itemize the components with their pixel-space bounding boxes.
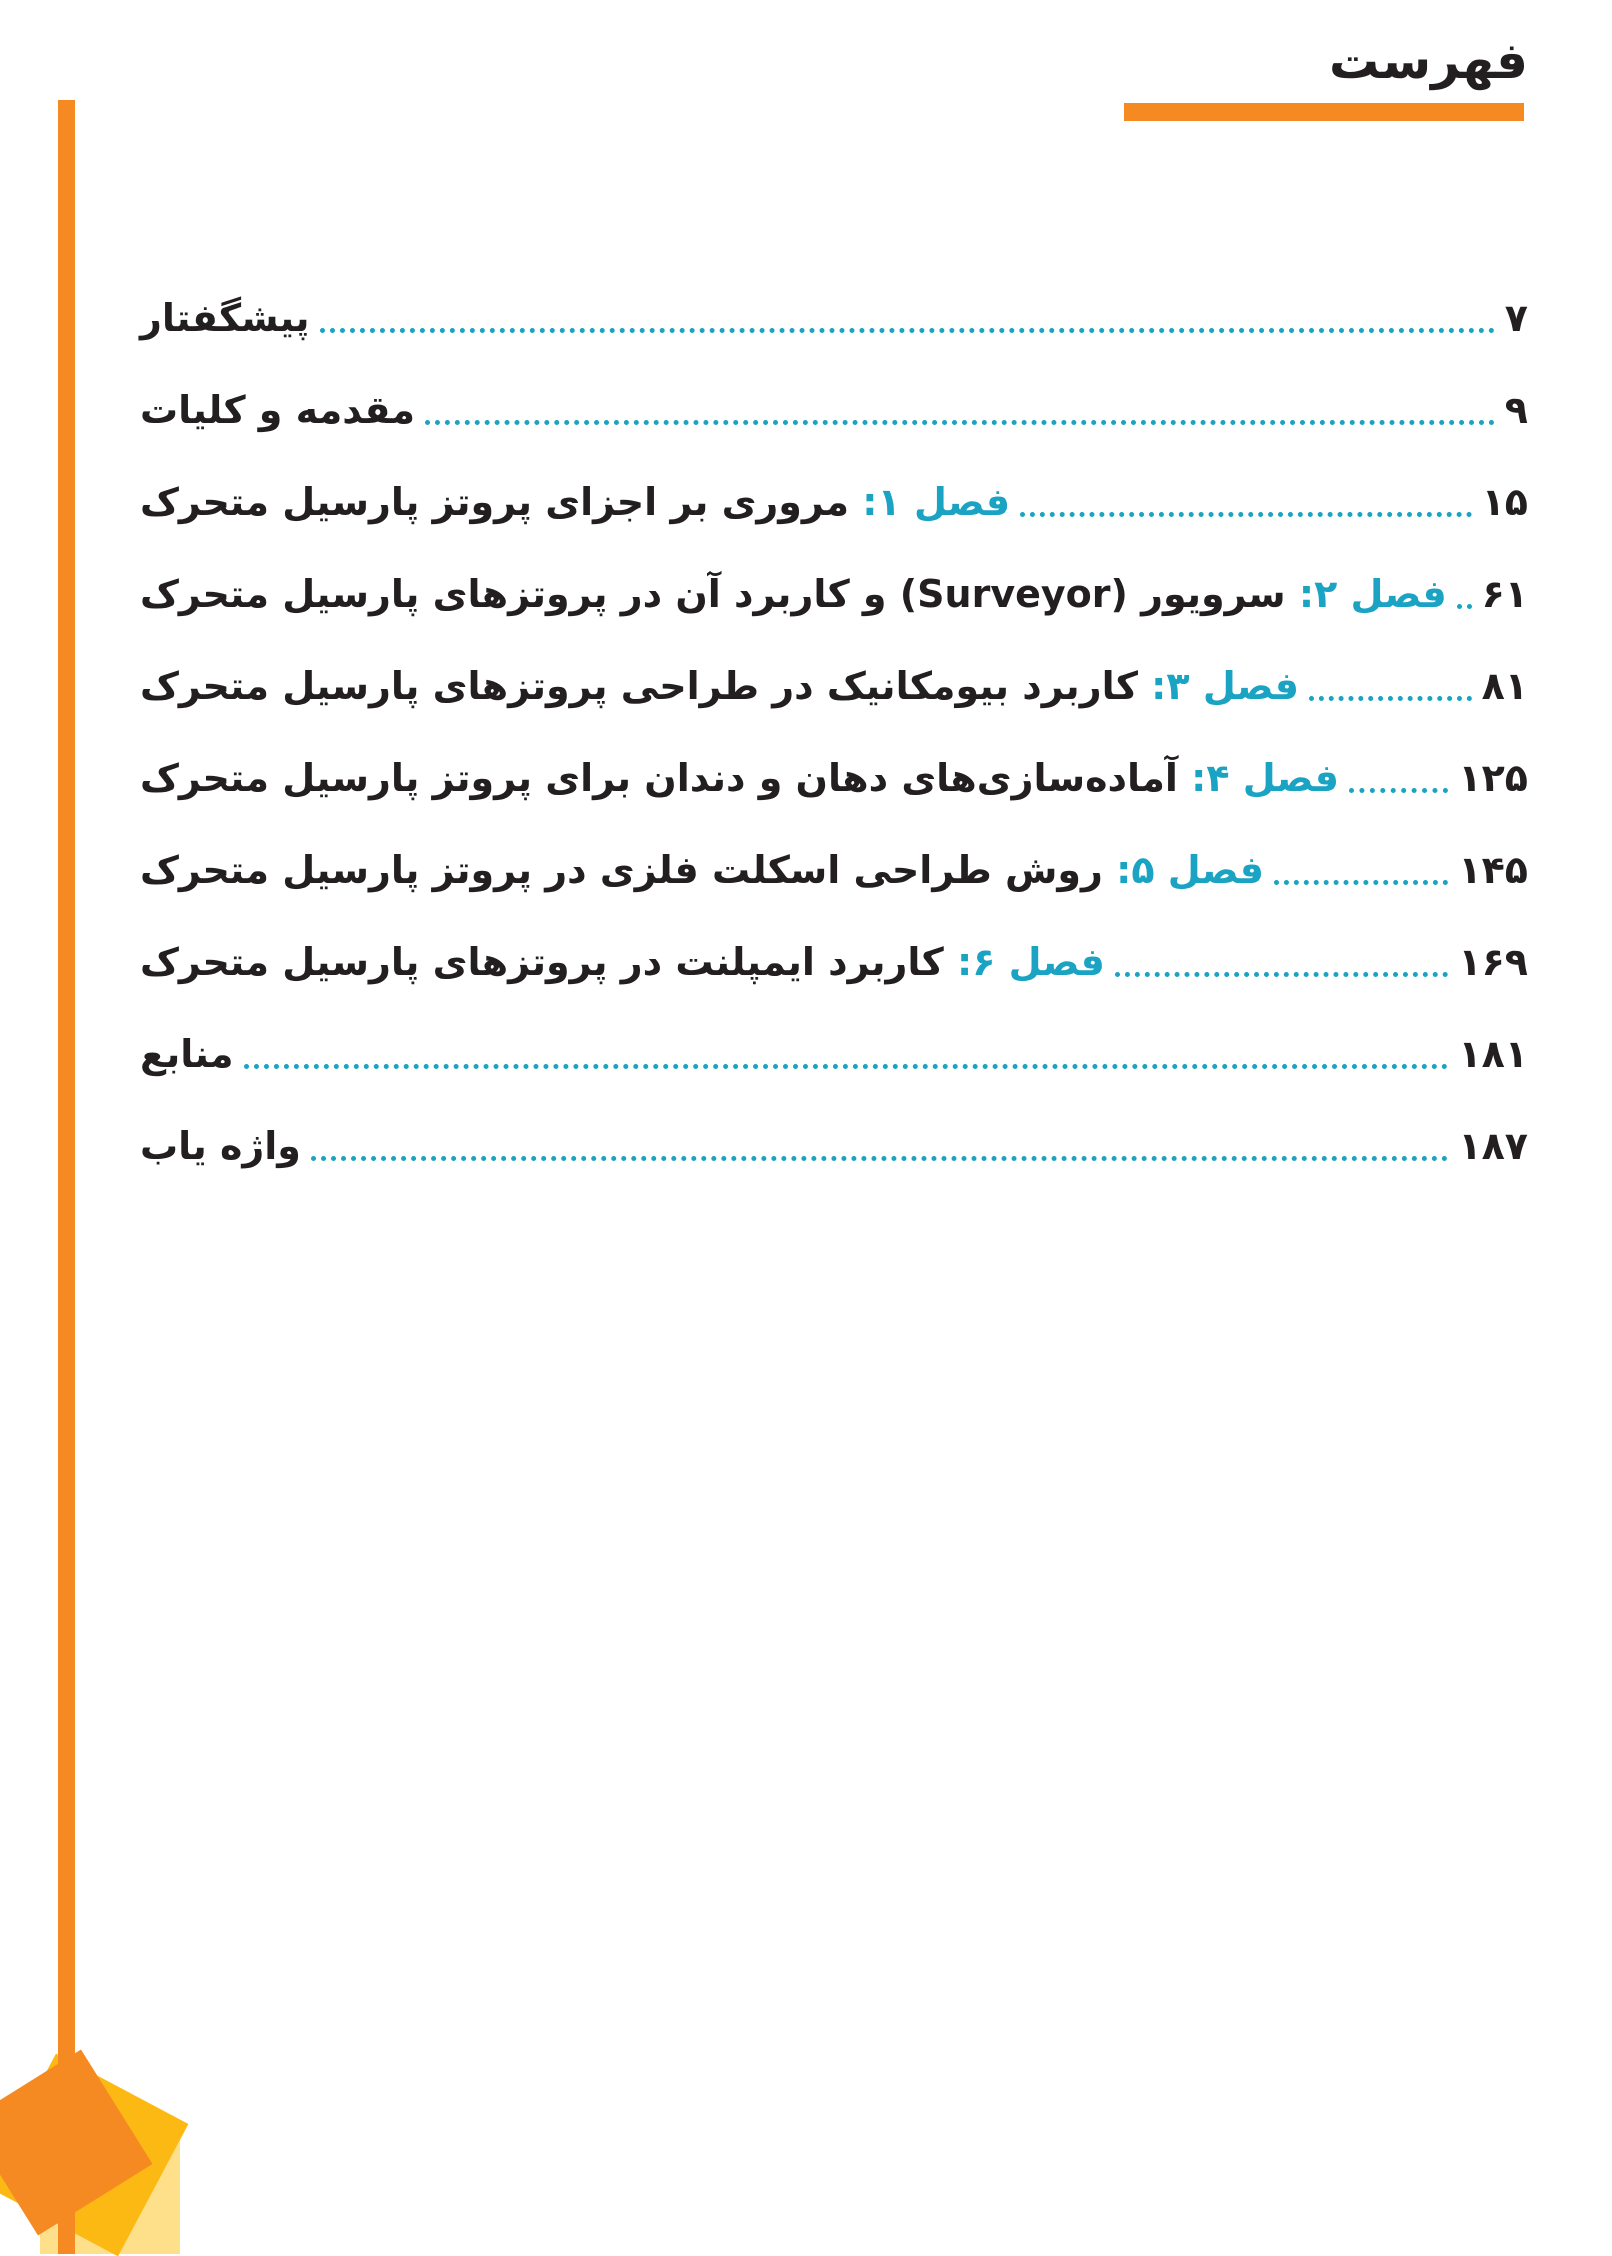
chapter-label: فصل ۶: <box>943 940 1105 984</box>
page-number: ۷ <box>1504 296 1528 340</box>
dot-leader <box>311 1156 1449 1161</box>
page-number: ۸۱ <box>1481 664 1528 708</box>
dot-leader <box>1349 788 1448 793</box>
toc-entry-text <box>140 388 415 432</box>
page-number: ۶۱ <box>1481 572 1528 616</box>
chapter-label: فصل ۵: <box>1102 848 1265 892</box>
side-accent-bar <box>58 100 75 2254</box>
entry-title: مروری بر اجزای پروتز پارسیل متحرک <box>140 480 850 524</box>
toc-entry-text <box>140 572 1447 616</box>
chapter-label: فصل ۳: <box>1137 664 1300 708</box>
entry-title: منابع <box>140 1032 234 1076</box>
entry-title: سرویور (Surveyor) و کاربرد آن در پروتزهای پارسیل متحرک <box>140 572 1286 616</box>
toc-entry-preface[interactable] <box>140 272 1528 364</box>
dot-leader <box>1309 696 1472 701</box>
dot-leader <box>1457 604 1472 609</box>
toc-entry-chapter-5[interactable] <box>140 824 1528 916</box>
entry-title: مقدمه و کلیات <box>140 388 416 432</box>
toc-entry-chapter-2[interactable] <box>140 548 1528 640</box>
toc-entry-references[interactable] <box>140 1008 1528 1100</box>
toc-entry-text <box>140 940 1105 984</box>
dot-leader <box>244 1064 1449 1069</box>
toc-entry-text <box>140 1124 301 1168</box>
dot-leader <box>1115 972 1449 977</box>
page-number: ۱۲۵ <box>1458 756 1528 800</box>
entry-title: کاربرد بیومکانیک در طراحی پروتزهای پارسیل متحرک <box>140 664 1138 708</box>
page-number: ۱۸۷ <box>1458 1124 1528 1168</box>
toc-entry-text <box>140 480 1010 524</box>
table-of-contents <box>140 272 1528 1192</box>
dot-leader <box>320 328 1495 333</box>
toc-entry-chapter-4[interactable] <box>140 732 1528 824</box>
entry-title: آماده‌سازی‌های دهان و دندان برای پروتز پارسیل متحرک <box>140 756 1178 800</box>
page-number: ۱۴۵ <box>1458 848 1528 892</box>
entry-title: واژه یاب <box>140 1124 301 1168</box>
toc-entry-introduction[interactable] <box>140 364 1528 456</box>
page-number: ۱۸۱ <box>1458 1032 1528 1076</box>
page-title: فهرست <box>1329 32 1528 90</box>
page-number: ۹ <box>1504 388 1528 432</box>
chapter-label: فصل ۴: <box>1177 756 1339 800</box>
entry-title: پیشگفتار <box>140 296 310 340</box>
entry-title: کاربرد ایمپلنت در پروتزهای پارسیل متحرک <box>140 940 944 984</box>
toc-entry-text <box>140 756 1339 800</box>
entry-title: روش طراحی اسکلت فلزی در پروتز پارسیل متحرک <box>140 848 1103 892</box>
toc-entry-text <box>140 848 1264 892</box>
toc-entry-chapter-1[interactable] <box>140 456 1528 548</box>
toc-entry-text <box>140 296 310 340</box>
page-number: ۱۵ <box>1481 480 1528 524</box>
toc-entry-text <box>140 664 1299 708</box>
title-underline <box>1124 103 1524 121</box>
page-number: ۱۶۹ <box>1458 940 1528 984</box>
dot-leader <box>1020 512 1471 517</box>
toc-entry-chapter-3[interactable] <box>140 640 1528 732</box>
chapter-label: فصل ۱: <box>849 480 1011 524</box>
dot-leader <box>1274 880 1448 885</box>
toc-entry-text <box>140 1032 234 1076</box>
toc-entry-glossary[interactable] <box>140 1100 1528 1192</box>
toc-entry-chapter-6[interactable] <box>140 916 1528 1008</box>
dot-leader <box>425 420 1495 425</box>
chapter-label: فصل ۲: <box>1285 572 1447 616</box>
